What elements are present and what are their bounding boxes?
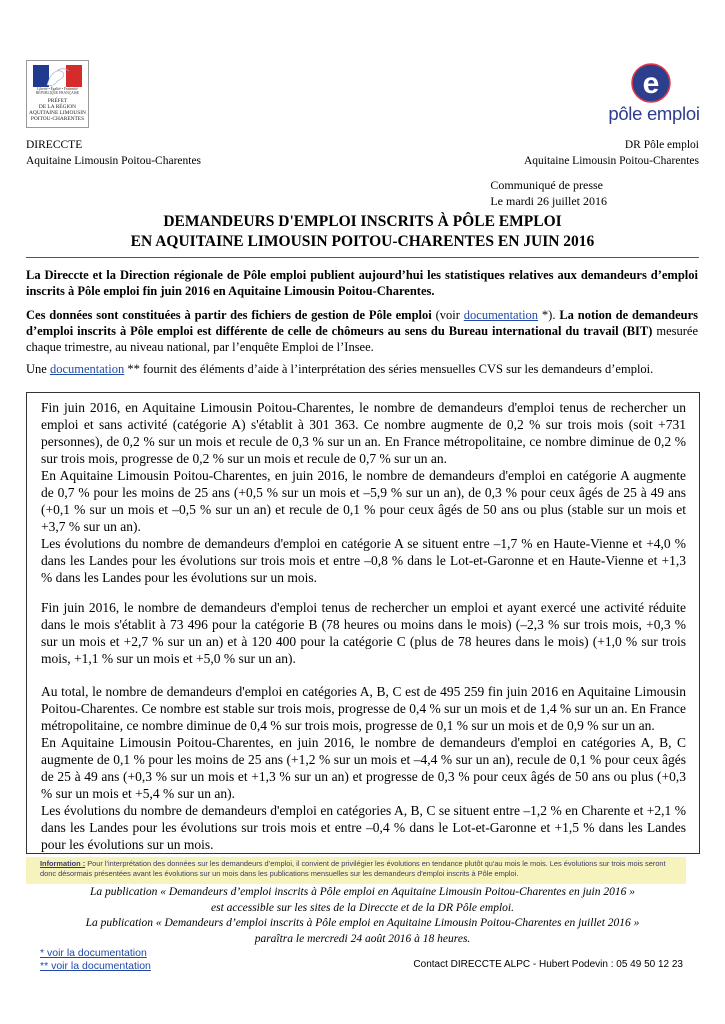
stats-paragraph-5: Au total, le nombre de demandeurs d'emploi en catégories A, B, C est de 495 259 fin juin 2016 en Aquitaine Limousin Poitou-Charentes. Ce nombre est stable sur trois mois, progresse de 0,4 % sur un mois et de 1,4 % sur un an. En France métropolitaine, ce nombre diminue de 0,4 % sur trois mois, progresse de 0,1 % sur un mois et de 0,9 % sur un an.	[41, 684, 686, 734]
stats-paragraph-1: Fin juin 2016, en Aquitaine Limousin Poitou-Charentes, le nombre de demandeurs d'emploi tenus de rechercher un emploi et sans activité (catégorie A) s'établit à 301 363. Ce nombre augmente de 0,2 % sur trois mois (soit +731 personnes), de 0,2 % sur un mois et recule de 0,3 % sur un an. En France métropolitaine, ce nombre diminue de 0,2 % sur trois mois, progresse de 0,2 % sur un mois et recule de 0,7 % sur un an.	[41, 400, 686, 467]
intro-paragraph-1: La Direccte et la Direction régionale de Pôle emploi publient aujourd’hui les statistiques relatives aux demandeurs d’emploi inscrits à Pôle emploi fin juin 2016 en Aquitaine Limousin Poitou-Charentes.	[26, 268, 698, 299]
intro-paragraph-3: Une documentation ** fournit des éléments d’aide à l’interprétation des séries mensuelles CVS sur les demandeurs d’emploi.	[26, 362, 654, 376]
intro-paragraph-2: Ces données sont constituées à partir des fichiers de gestion de Pôle emploi (voir documentation *). La notion de demandeurs d’emploi inscrits à Pôle emploi est différente de celle de chômeurs au sens du Bureau international du travail (BIT) mesurée chaque trimestre, au niveau national, par l’enquête Emploi de l’Insee.	[26, 308, 698, 355]
footnote-link-2[interactable]: ** voir la documentation	[40, 959, 151, 972]
motto: Liberté • Égalité • Fraternité RÉPUBLIQUE FRANÇAISE	[35, 87, 80, 95]
pole-emploi-wordmark: pôle emploi	[608, 103, 700, 124]
prefecture-logo	[26, 60, 89, 128]
pole-emploi-e-icon	[629, 62, 673, 104]
publication-notice-june: La publication « Demandeurs d’emploi inscrits à Pôle emploi en Aquitaine Limousin Poitou-Charentes en juin 2016 » est accessible sur les sites de la Direccte et de la DR Pôle emploi.	[90, 886, 635, 914]
stats-paragraph-6: En Aquitaine Limousin Poitou-Charentes, en juin 2016, le nombre de demandeurs d'emploi en catégories A, B, C augmente de 0,1 % pour les moins de 25 ans (+1,2 % sur un mois et –4,4 % sur un an), recule de 0,1 % pour ceux âgés de 25 à 49 ans (+0,3 % sur un mois et +1,3 % sur un an) et progresse de 0,3 % pour ceux âgés de 50 ans ou plus (+0,3 % sur un mois et +5,4 % sur un an).	[41, 735, 686, 802]
title-divider	[26, 257, 699, 258]
contact-info: Contact DIRECCTE ALPC - Hubert Podevin : 05 49 50 12 23	[413, 959, 683, 970]
documentation-link-1[interactable]: documentation	[463, 308, 539, 322]
footnote-link-1[interactable]: * voir la documentation	[40, 947, 147, 959]
marianne-icon	[33, 65, 82, 87]
stats-paragraph-7: Les évolutions du nombre de demandeurs d'emploi en catégories A, B, C se situent entre –1,2 % en Charente et +2,1 % dans les Landes pour les évolutions sur trois mois et entre –0,4 % dans le Lot-et-Garonne et +1,5 % dans les Landes pour les évolutions sur un mois.	[41, 803, 686, 853]
prefecture-name: PRÉFET DE LA RÉGION AQUITAINE LIMOUSIN POITOU-CHARENTES	[29, 98, 86, 122]
statistics-box	[26, 392, 700, 854]
pole-emploi-address: DR Pôle emploi Aquitaine Limousin Poitou-Charentes	[523, 139, 699, 167]
stats-paragraph-4: Fin juin 2016, le nombre de demandeurs d'emploi tenus de rechercher un emploi et ayant exercé une activité réduite dans le mois s'établit à 73 496 pour la catégorie B (78 heures ou moins dans le mois) (–2,3 % sur trois mois, +0,3 % sur un mois et +2,7 % sur un an) et à 120 400 pour la catégorie C (plus de 78 heures dans le mois) (+1,0 % sur trois mois, +1,1 % sur un mois et +5,0 % sur un an).	[41, 600, 686, 667]
documentation-link-2[interactable]: documentation	[49, 362, 125, 376]
svg-text:e: e	[642, 67, 660, 100]
direccte-address: DIRECCTE Aquitaine Limousin Poitou-Charentes	[26, 139, 202, 167]
press-release-info: Communiqué de presse Le mardi 26 juillet 2016	[490, 178, 607, 208]
pole-emploi-logo	[604, 62, 704, 134]
footer-links	[40, 947, 151, 972]
stats-paragraph-2: En Aquitaine Limousin Poitou-Charentes, en juin 2016, le nombre de demandeurs d'emploi en catégorie A augmente de 0,7 % pour les moins de 25 ans (+0,5 % sur un mois et –5,9 % sur un an), de 0,3 % pour ceux âgés de 25 à 49 ans (+0,1 % sur un mois et –0,5 % sur un an) et recule de 0,1 % pour ceux âgés de 50 ans ou plus (stable sur un mois et +3,7 % sur un an).	[41, 468, 686, 535]
document-title: DEMANDEURS D'EMPLOI INSCRITS À PÔLE EMPLOI EN AQUITAINE LIMOUSIN POITOU-CHARENTES EN JUIN 2016	[130, 213, 595, 250]
stats-paragraph-3: Les évolutions du nombre de demandeurs d'emploi en catégorie A se situent entre –1,7 % en Haute-Vienne et +4,0 % dans les Landes pour les évolutions sur trois mois et entre –0,8 % dans le Lot-et-Garonne et en Haute-Vienne et +1,3 % dans les Landes pour les évolutions sur un mois.	[41, 536, 686, 586]
information-banner: Information : Pour l'interprétation des données sur les demandeurs d’emploi, il convient de privilégier les évolutions en tendance plutôt qu'au mois le mois. Les évolutions sur trois mois seront donc désormais présentées avant les évolutions sur un mois dans les publications mensuelles sur les demandeurs d'emploi inscrits à Pôle emploi.	[26, 857, 686, 884]
publication-notice-july: La publication « Demandeurs d’emploi inscrits à Pôle emploi en Aquitaine Limousin Poitou-Charentes en juillet 2016 » paraîtra le mercredi 24 août 2016 à 18 heures.	[85, 917, 640, 945]
